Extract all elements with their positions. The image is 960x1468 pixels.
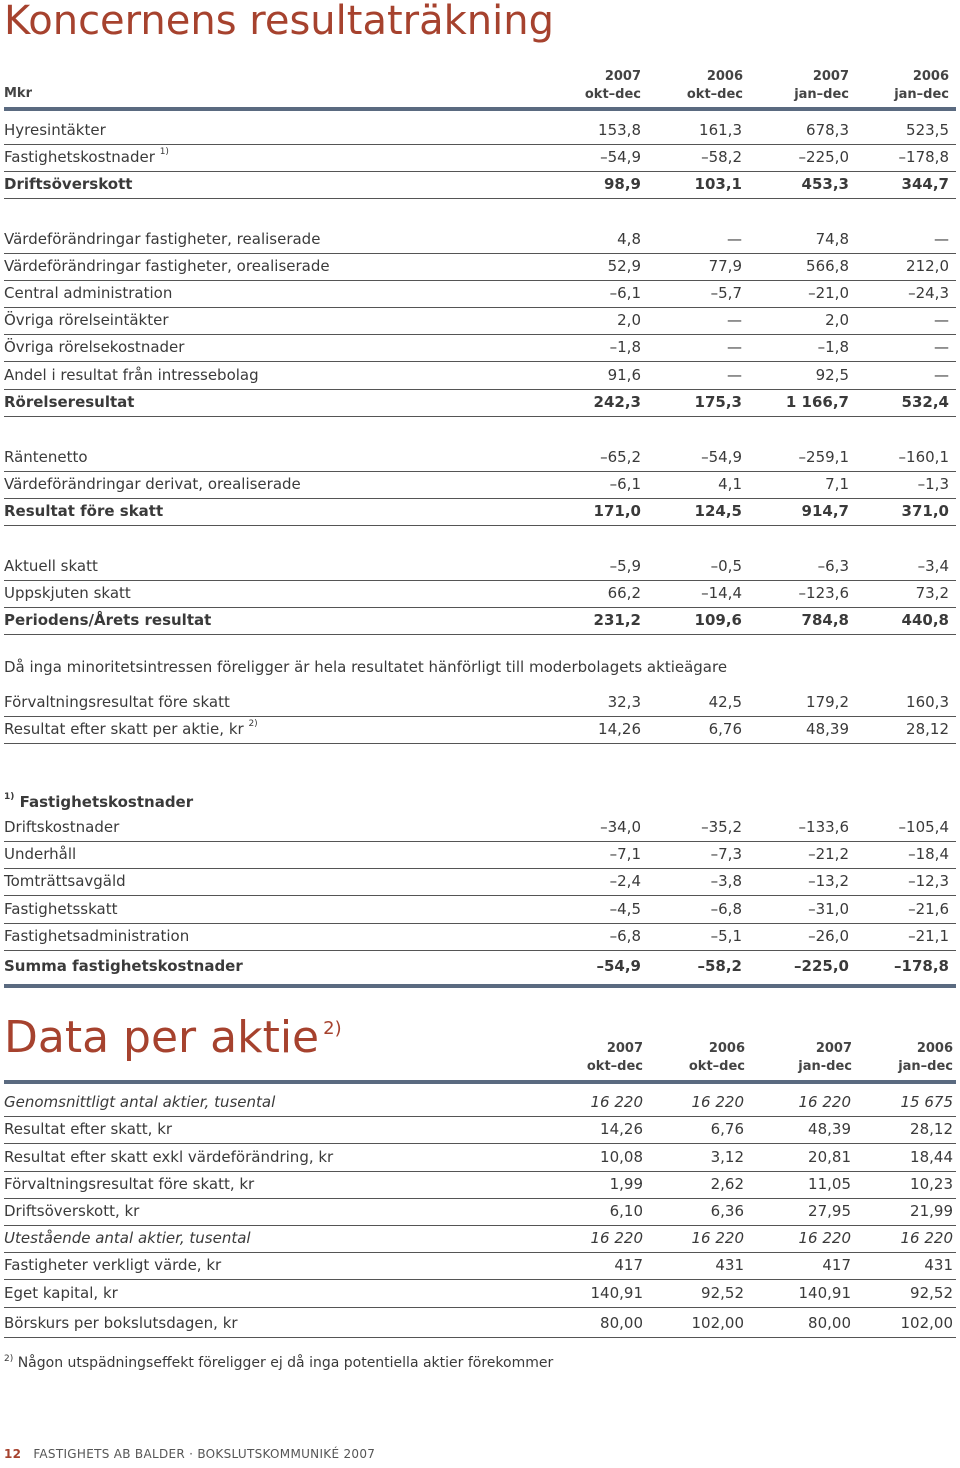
row-label: Värdeförändringar derivat, orealiserade	[4, 475, 301, 493]
per-share-table-row	[4, 1253, 956, 1280]
row-value: –18,4	[908, 845, 949, 863]
income-table-row	[4, 608, 956, 635]
row-value: –6,1	[609, 284, 641, 302]
income-table-row	[4, 254, 956, 281]
row-value: –105,4	[898, 818, 949, 836]
income-table-row	[4, 172, 956, 199]
row-value: –6,1	[609, 475, 641, 493]
row-value: 48,39	[806, 720, 849, 738]
row-value: –133,6	[798, 818, 849, 836]
row-value: —	[727, 366, 742, 384]
page-number: 12	[4, 1447, 22, 1461]
row-value: 14,26	[598, 720, 641, 738]
row-value: 914,7	[801, 502, 849, 520]
row-value: —	[934, 311, 949, 329]
column-header: 2006 jan–dec	[894, 69, 949, 102]
row-value: –6,8	[609, 927, 641, 945]
row-value: 6,10	[609, 1202, 643, 1220]
column-header: 2006 jan–dec	[898, 1041, 953, 1074]
row-value: 1,99	[609, 1175, 643, 1193]
row-value: 20,81	[808, 1148, 851, 1166]
row-value: 16 220	[798, 1229, 851, 1247]
per-share-table-row	[4, 1117, 956, 1144]
row-value: 27,95	[808, 1202, 851, 1220]
row-value: 92,52	[701, 1284, 744, 1302]
column-header: 2006 okt–dec	[686, 69, 743, 102]
row-value: –21,6	[908, 900, 949, 918]
row-value: –3,8	[710, 872, 742, 890]
row-value: –14,4	[701, 584, 742, 602]
per-share-table-row	[4, 1226, 956, 1253]
row-value: 4,8	[617, 230, 641, 248]
per-share-table-row	[4, 1311, 956, 1338]
row-label: Förvaltningsresultat före skatt, kr	[4, 1175, 255, 1193]
row-value: –178,8	[898, 148, 949, 166]
row-value: 102,00	[900, 1314, 953, 1332]
row-value: 2,0	[825, 311, 849, 329]
income-table-row	[4, 472, 956, 499]
row-value: 32,3	[607, 693, 641, 711]
row-value: 16 220	[590, 1229, 643, 1247]
row-label: Fastighetskostnader $^{1)}$	[4, 147, 169, 166]
row-value: –160,1	[898, 448, 949, 466]
row-value: 171,0	[593, 502, 641, 520]
row-value: 2,62	[710, 1175, 744, 1193]
row-value: —	[727, 230, 742, 248]
row-value: –21,0	[808, 284, 849, 302]
costs-table-row	[4, 842, 956, 869]
row-value: 212,0	[906, 257, 949, 275]
row-value: 7,1	[825, 475, 849, 493]
row-value: 80,00	[600, 1314, 643, 1332]
per-share-title: Data per aktie $^{2)}$	[4, 1012, 342, 1063]
row-value: –5,9	[609, 557, 641, 575]
income-table-row	[4, 717, 956, 744]
row-value: –21,1	[908, 927, 949, 945]
row-value: –1,8	[817, 338, 849, 356]
row-label: Värdeförändringar fastigheter, orealiserade	[4, 257, 330, 275]
row-value: –0,5	[710, 557, 742, 575]
costs-table-row	[4, 924, 956, 951]
column-header: 2007 jan-dec	[798, 1041, 852, 1074]
income-table-header	[0, 66, 956, 106]
row-label: Övriga rörelsekostnader	[4, 338, 185, 356]
income-table-row	[4, 335, 956, 362]
row-value: –54,9	[596, 957, 641, 975]
row-value: –7,1	[609, 845, 641, 863]
row-value: –31,0	[808, 900, 849, 918]
row-value: 440,8	[901, 611, 949, 629]
row-value: –1,8	[609, 338, 641, 356]
row-label: Utestående antal aktier, tusental	[4, 1229, 251, 1247]
row-value: –34,0	[600, 818, 641, 836]
row-value: 179,2	[806, 693, 849, 711]
row-value: 4,1	[718, 475, 742, 493]
row-value: 74,8	[815, 230, 849, 248]
row-value: –65,2	[600, 448, 641, 466]
costs-table-row	[4, 869, 956, 896]
column-header: 2006 okt–dec	[688, 1041, 745, 1074]
row-value: –54,9	[701, 448, 742, 466]
row-value: –6,3	[817, 557, 849, 575]
row-value: 417	[822, 1256, 851, 1274]
row-value: –24,3	[908, 284, 949, 302]
row-value: 80,00	[808, 1314, 851, 1332]
footer-text: FASTIGHETS AB BALDER · BOKSLUTSKOMMUNIKÉ 2007	[33, 1447, 376, 1461]
row-value: 21,99	[910, 1202, 953, 1220]
row-value: –12,3	[908, 872, 949, 890]
row-label: Hyresintäkter	[4, 121, 106, 139]
row-value: 16 220	[691, 1229, 744, 1247]
row-value: –3,4	[917, 557, 949, 575]
row-value: 523,5	[906, 121, 949, 139]
row-value: —	[727, 338, 742, 356]
row-value: 52,9	[607, 257, 641, 275]
row-value: 2,0	[617, 311, 641, 329]
row-value: —	[727, 311, 742, 329]
per-share-table-row	[4, 1090, 956, 1117]
row-value: –5,1	[710, 927, 742, 945]
income-table-row	[4, 227, 956, 254]
row-value: –4,5	[609, 900, 641, 918]
per-share-table-row	[4, 1199, 956, 1226]
row-value: 28,12	[910, 1120, 953, 1138]
column-header: 2007 okt–dec	[586, 1041, 643, 1074]
row-value: 66,2	[607, 584, 641, 602]
column-header: 2007 okt–dec	[584, 69, 641, 102]
row-value: –7,3	[710, 845, 742, 863]
row-value: 109,6	[694, 611, 742, 629]
per-share-header-rule	[4, 1080, 956, 1084]
income-table-row	[4, 118, 956, 145]
minority-note: Då inga minoritetsintressen föreligger är hela resultatet hänförligt till moderbolagets aktieägare	[4, 658, 728, 676]
row-label: Andel i resultat från intressebolag	[4, 366, 259, 384]
row-value: 1 166,7	[785, 393, 849, 411]
row-label: Underhåll	[4, 845, 77, 863]
page-title: Koncernens resultaträkning	[4, 0, 554, 44]
row-value: 153,8	[598, 121, 641, 139]
row-label: Rörelseresultat	[4, 393, 135, 411]
row-value: 102,00	[691, 1314, 744, 1332]
row-value: –5,7	[710, 284, 742, 302]
row-label: Driftsöverskott	[4, 175, 133, 193]
row-value: 532,4	[901, 393, 949, 411]
row-value: 77,9	[708, 257, 742, 275]
row-value: 11,05	[808, 1175, 851, 1193]
row-label: Resultat efter skatt per aktie, kr $^{2)}$	[4, 719, 258, 738]
unit-label: Mkr	[4, 86, 32, 101]
row-value: 175,3	[694, 393, 742, 411]
income-table-row	[4, 690, 956, 717]
row-label: Fastigheter verkligt värde, kr	[4, 1256, 222, 1274]
row-value: 92,5	[815, 366, 849, 384]
row-value: 98,9	[603, 175, 641, 193]
row-value: 103,1	[694, 175, 742, 193]
row-value: 431	[715, 1256, 744, 1274]
row-value: 140,91	[590, 1284, 643, 1302]
income-table-row	[4, 145, 956, 172]
costs-heading: $^{1)}$ Fastighetskostnader	[4, 792, 194, 811]
row-label: Fastighetsadministration	[4, 927, 190, 945]
row-value: 16 220	[691, 1093, 744, 1111]
row-value: 28,12	[906, 720, 949, 738]
row-value: 18,44	[910, 1148, 953, 1166]
row-value: –1,3	[917, 475, 949, 493]
row-value: 417	[614, 1256, 643, 1274]
income-table-row	[4, 308, 956, 335]
row-value: 48,39	[808, 1120, 851, 1138]
per-share-table-row	[4, 1281, 956, 1308]
row-value: 6,36	[710, 1202, 744, 1220]
row-label: Tomträttsavgäld	[4, 872, 126, 890]
row-label: Fastighetsskatt	[4, 900, 118, 918]
row-label: Uppskjuten skatt	[4, 584, 131, 602]
row-label: Driftsöverskott, kr	[4, 1202, 140, 1220]
per-share-table-row	[4, 1145, 956, 1172]
row-value: 678,3	[806, 121, 849, 139]
income-table-row	[4, 390, 956, 417]
row-value: 15 675	[900, 1093, 953, 1111]
row-label: Driftskostnader	[4, 818, 120, 836]
row-label: Periodens/Årets resultat	[4, 611, 212, 629]
per-share-footnote: $^{2)}$ Någon utspädningseffekt föreligger ej då inga potentiella aktier förekommer	[4, 1354, 554, 1371]
row-value: 16 220	[590, 1093, 643, 1111]
row-label: Resultat efter skatt, kr	[4, 1120, 173, 1138]
row-value: 14,26	[600, 1120, 643, 1138]
costs-table-row	[4, 897, 956, 924]
row-value: 566,8	[806, 257, 849, 275]
row-value: 6,76	[708, 720, 742, 738]
row-value: 10,08	[600, 1148, 643, 1166]
row-label: Aktuell skatt	[4, 557, 98, 575]
row-value: 16 220	[900, 1229, 953, 1247]
row-value: –35,2	[701, 818, 742, 836]
row-label: Övriga rörelseintäkter	[4, 311, 169, 329]
page-footer	[4, 1447, 375, 1461]
row-label: Förvaltningsresultat före skatt	[4, 693, 230, 711]
row-value: —	[934, 230, 949, 248]
row-value: —	[934, 338, 949, 356]
income-table-row	[4, 281, 956, 308]
income-table-row	[4, 554, 956, 581]
row-label: Genomsnittligt antal aktier, tusental	[4, 1093, 276, 1111]
row-label: Räntenetto	[4, 448, 88, 466]
row-value: 92,52	[910, 1284, 953, 1302]
row-value: –178,8	[894, 957, 949, 975]
row-value: 73,2	[915, 584, 949, 602]
row-value: –123,6	[798, 584, 849, 602]
row-value: –26,0	[808, 927, 849, 945]
row-label: Resultat efter skatt exkl värdeförändring, kr	[4, 1148, 334, 1166]
row-value: 10,23	[910, 1175, 953, 1193]
costs-table-row	[4, 954, 956, 980]
row-value: 161,3	[699, 121, 742, 139]
row-value: —	[934, 366, 949, 384]
row-value: 371,0	[901, 502, 949, 520]
row-value: 3,12	[710, 1148, 744, 1166]
row-label: Värdeförändringar fastigheter, realiserade	[4, 230, 321, 248]
row-value: 453,3	[801, 175, 849, 193]
row-label: Eget kapital, kr	[4, 1284, 118, 1302]
row-value: 242,3	[593, 393, 641, 411]
row-value: 160,3	[906, 693, 949, 711]
row-value: –225,0	[794, 957, 849, 975]
per-share-table-header	[0, 1038, 956, 1078]
row-value: 42,5	[708, 693, 742, 711]
per-share-table-row	[4, 1172, 956, 1199]
income-table-row	[4, 581, 956, 608]
row-value: –225,0	[798, 148, 849, 166]
row-value: 6,76	[710, 1120, 744, 1138]
column-header: 2007 jan–dec	[794, 69, 849, 102]
row-value: 16 220	[798, 1093, 851, 1111]
row-value: 344,7	[901, 175, 949, 193]
row-value: –6,8	[710, 900, 742, 918]
row-value: –58,2	[701, 148, 742, 166]
income-table-row	[4, 363, 956, 390]
row-value: –21,2	[808, 845, 849, 863]
row-label: Börskurs per bokslutsdagen, kr	[4, 1314, 238, 1332]
row-value: 140,91	[798, 1284, 851, 1302]
income-table-row	[4, 445, 956, 472]
row-value: –13,2	[808, 872, 849, 890]
row-label: Central administration	[4, 284, 173, 302]
row-value: –58,2	[697, 957, 742, 975]
row-value: –259,1	[798, 448, 849, 466]
row-value: –2,4	[609, 872, 641, 890]
header-rule	[4, 107, 956, 111]
row-value: 124,5	[694, 502, 742, 520]
row-value: 91,6	[607, 366, 641, 384]
income-table-row	[4, 499, 956, 526]
row-value: 431	[924, 1256, 953, 1274]
row-value: 784,8	[801, 611, 849, 629]
row-value: 231,2	[593, 611, 641, 629]
costs-table-row	[4, 815, 956, 842]
row-value: –54,9	[600, 148, 641, 166]
costs-bottom-rule	[4, 984, 956, 988]
row-label: Summa fastighetskostnader	[4, 957, 243, 975]
row-label: Resultat före skatt	[4, 502, 164, 520]
